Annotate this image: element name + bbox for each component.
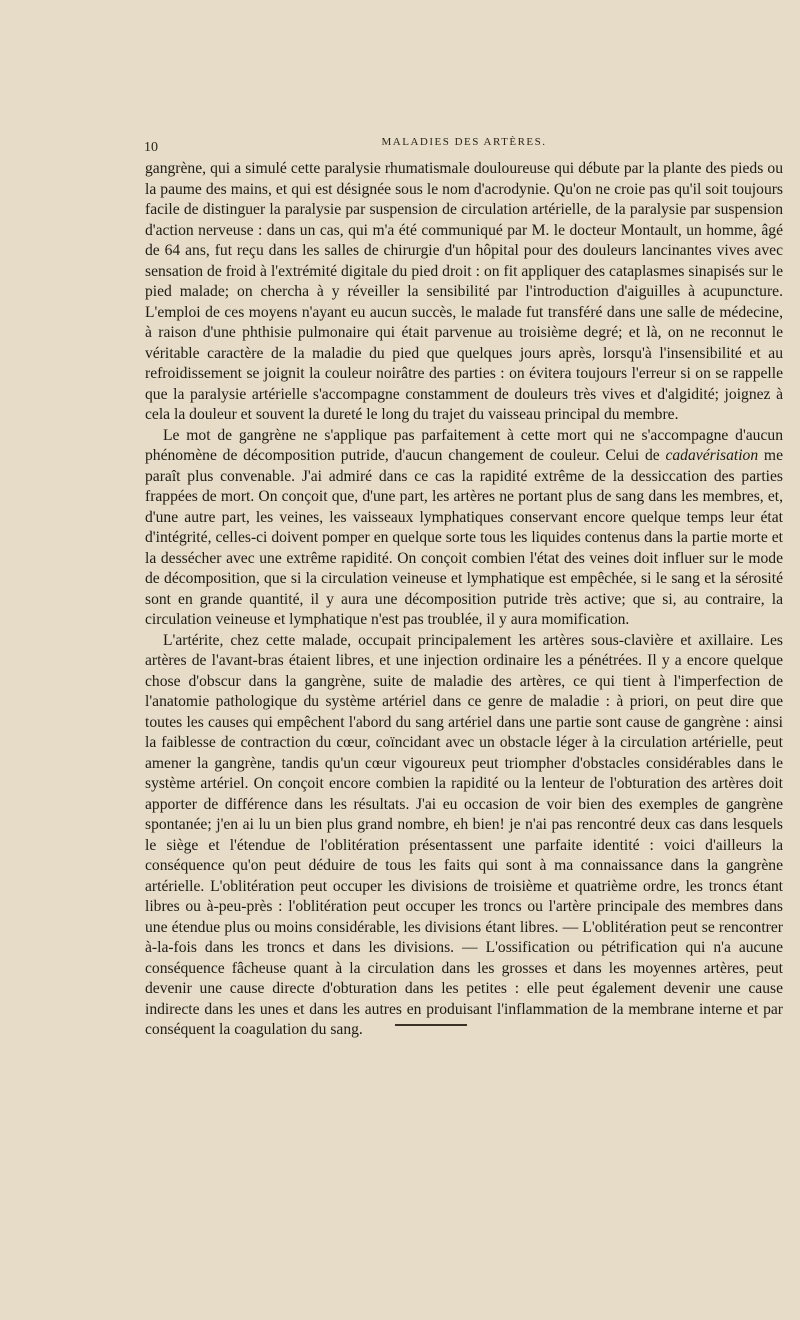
italic-term: cadavérisation bbox=[665, 447, 759, 464]
paragraph-text: me paraît plus convenable. J'ai admiré dans ce cas la rapidité extrême de la dessiccation des parties frappées de mort. On conçoit que, d'une part, les artères ne portant plus de sang dans les membres, et, d'une autre part, les veines, les vaisseaux lymphatiques conservant encore quelque temps leur état d'intégrité, celles-ci doivent pomper en quelque sorte tous les liquides contenus dans la partie morte et la dessécher avec une extrême rapidité. On conçoit combien l'état des veines doit influer sur le mode de décomposition, que si la circulation veineuse et lymphatique est empêchée, si le sang et la sérosité sont en grande quantité, il y aura une décomposition putride très active; que si, au contraire, la circulation veineuse et lymphatique n'est pas troublée, il y aura momification. bbox=[145, 447, 783, 628]
page-number: 10 bbox=[144, 140, 158, 155]
running-title: MALADIES DES ARTÈRES. bbox=[381, 136, 547, 148]
paragraph-1 bbox=[145, 159, 783, 426]
paragraph-text: gangrène, qui a simulé cette paralysie rhumatismale douloureuse qui débute par la plante des pieds ou la paume des mains, et qui est désignée sous le nom d'acrodynie. Qu'on ne croie pas qu'il soit toujours facile de distinguer la paralysie par suspension de circulation artérielle, de la paralysie par suspension d'action nerveuse : dans un cas, qui m'a été communiqué par M. le docteur Montault, un homme, âgé de 64 ans, fut reçu dans les salles de chirurgie d'un hôpital pour des douleurs lancinantes vives avec sensation de froid à l'extrémité digitale du pied droit : on fit appliquer des cataplasmes sinapisés sur le pied malade; on chercha à y réveiller la sensibilité par l'introduction d'aiguilles à acupuncture. L'emploi de ces moyens n'ayant eu aucun succès, le malade fut transféré dans une salle de médecine, à raison d'une phthisie pulmonaire qui était parvenue au troisième degré; et là, on ne reconnut le véritable caractère de la maladie du pied que quelques jours après, lorsqu'à l'insensibilité et au refroidissement se joignit la couleur noirâtre des parties : on évitera toujours l'erreur si on se rappelle que la paralysie artérielle s'accompagne constamment de douleurs très vives et d'algidité; joignez à cela la douleur et souvent la dureté le long du trajet du vaisseau principal du membre. bbox=[145, 160, 783, 423]
page-header bbox=[144, 136, 784, 156]
paragraph-3 bbox=[145, 631, 783, 1041]
paragraph-text: Le mot de gangrène ne s'applique pas parfaitement à cette mort qui ne s'accompagne d'aucun phénomène de décomposition putride, d'aucun changement de couleur. Celui de bbox=[145, 426, 783, 464]
section-end-rule bbox=[395, 1024, 467, 1026]
paragraph-2 bbox=[145, 426, 783, 631]
paragraph-text: L'artérite, chez cette malade, occupait principalement les artères sous-clavière et axillaire. Les artères de l'avant-bras étaient libres, et une injection ordinaire les a pénétrées. Il y a encore quelque chose d'obscur dans la gangrène, suite de maladie des artères, ce qui tient à l'imperfection de l'anatomie pathologique du système artériel dans ce genre de maladie : à priori, on peut dire que toutes les causes qui empêchent l'abord du sang artériel dans une partie sont cause de gangrène : ainsi la faiblesse de contraction du cœur, coïncidant avec un obstacle léger à la circulation artérielle, peut amener la gangrène, tandis qu'un cœur vigoureux peut triompher d'obstacles considérables dans le système artériel. On conçoit encore combien la rapidité ou la lenteur de l'obturation des artères doit apporter de différence dans les résultats. J'ai eu occasion de voir bien des exemples de gangrène spontanée; j'en ai lu un bien plus grand nombre, eh bien! je n'ai pas rencontré deux cas dans lesquels le siège et l'étendue de l'oblitération présentassent une parfaite identité : voici d'ailleurs la conséquence qu'on peut déduire de tous les faits qui sont à ma connaissance dans la gangrène artérielle. L'oblitération peut occuper les divisions de troisième et quatrième ordre, les troncs étant libres ou à-peu-près : l'oblitération peut occuper les troncs ou l'artère principale des membres dans une étendue plus ou moins considérable, les divisions étant libres. — L'oblitération peut se rencontrer à-la-fois dans les troncs et dans les divisions. — L'ossification ou pétrification qui n'a aucune conséquence fâcheuse quant à la circulation dans les grosses et dans les moyennes artères, peut devenir une cause directe d'obturation dans les petites : elle peut également devenir une cause indirecte dans les unes et dans les autres en produisant l'inflammation de la membrane interne et par conséquent la coagulation du sang. bbox=[145, 631, 783, 1038]
body-text bbox=[145, 159, 783, 1041]
